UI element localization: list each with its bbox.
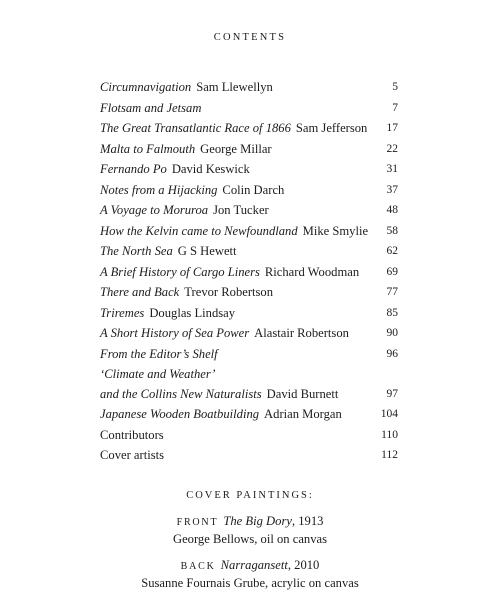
- entry-page: 7: [392, 101, 398, 114]
- toc-entry: [100, 118, 398, 139]
- entry-author: Richard Woodman: [264, 264, 360, 279]
- toc-entry: [100, 323, 398, 344]
- entry-author: Douglas Lindsay: [149, 305, 236, 320]
- entry-author: G S Hewett: [177, 244, 237, 258]
- entry-page: 85: [386, 306, 398, 319]
- entry-author: George Millar: [200, 141, 272, 156]
- front-label: FRONT: [176, 517, 219, 528]
- toc-entry: [100, 241, 398, 262]
- entry-title: Flotsam and Jetsam: [100, 100, 202, 115]
- entry-author: Trevor Robertson: [184, 285, 274, 299]
- entry-title: Japanese Wooden Boatbuilding: [100, 407, 260, 421]
- toc-entry: [100, 159, 398, 180]
- back-label: BACK: [180, 561, 216, 572]
- toc-entry: [100, 303, 398, 324]
- entry-title: The Great Transatlantic Race of 1866: [100, 121, 291, 135]
- entry-author: Colin Darch: [222, 182, 285, 197]
- entry-title-line2: and the Collins New Naturalists: [100, 386, 262, 401]
- entry-page: 62: [386, 245, 398, 257]
- entry-title: Malta to Falmouth: [100, 141, 196, 156]
- entry-title: Circumnavigation: [100, 80, 192, 94]
- entry-page: 96: [386, 347, 398, 360]
- toc-entry: [100, 77, 398, 98]
- entry-title: A Short History of Sea Power: [100, 326, 250, 340]
- entry-author: Adrian Morgan: [264, 407, 342, 421]
- back-year: , 2010: [287, 558, 320, 572]
- entry-page: 104: [380, 408, 398, 420]
- back-artist: Susanne Fournais Grube, acrylic on canvas: [141, 576, 359, 590]
- front-cover-line: [0, 513, 500, 531]
- toc-entry: [100, 98, 398, 119]
- toc-entry: [100, 344, 398, 365]
- cover-paintings-heading: COVER PAINTINGS:: [186, 490, 314, 501]
- entry-author: Jon Tucker: [213, 203, 269, 217]
- toc-entry: [100, 139, 398, 160]
- entry-author: Sam Llewellyn: [196, 80, 273, 94]
- toc-entry: [100, 425, 398, 446]
- entry-title: Notes from a Hijacking: [100, 182, 218, 197]
- entry-page: 48: [386, 204, 398, 216]
- entry-author: Mike Smylie: [302, 223, 369, 238]
- toc-entry: [100, 282, 398, 303]
- toc-entry: [100, 262, 398, 283]
- contents-heading: CONTENTS: [213, 32, 287, 43]
- back-cover-line: [0, 557, 500, 575]
- entry-page: 112: [381, 449, 398, 461]
- toc-entry-double: [100, 365, 398, 404]
- entry-author: David Keswick: [171, 162, 250, 176]
- entry-title: Fernando Po: [100, 162, 167, 176]
- toc-entry: [100, 404, 398, 425]
- entry-title: From the Editor’s Shelf: [100, 346, 218, 361]
- entry-page: 69: [386, 265, 398, 278]
- entry-page: 31: [386, 163, 398, 175]
- entry-page: 77: [386, 286, 398, 298]
- entry-title: There and Back: [100, 285, 180, 299]
- entry-page: 110: [381, 428, 398, 441]
- entry-title: Contributors: [100, 427, 164, 442]
- entry-page: 37: [386, 183, 398, 196]
- entry-page: 17: [386, 122, 398, 134]
- entry-page: 58: [386, 224, 398, 237]
- front-artist: George Bellows, oil on canvas: [172, 532, 327, 546]
- entry-title: Cover artists: [100, 448, 165, 462]
- entry-page: 22: [386, 142, 398, 155]
- entry-author: Sam Jefferson: [295, 121, 368, 135]
- entry-title: A Brief History of Cargo Liners: [100, 264, 260, 279]
- entry-page: 97: [386, 387, 398, 400]
- entry-author: Alastair Robertson: [254, 326, 349, 340]
- entry-title-line1: ‘Climate and Weather’: [100, 367, 216, 381]
- entry-author: David Burnett: [266, 386, 339, 401]
- cover-paintings: [0, 490, 500, 592]
- table-of-contents: [100, 77, 398, 466]
- entry-title: How the Kelvin came to Newfoundland: [100, 223, 298, 238]
- toc-entry: [100, 221, 398, 242]
- toc-entry: [100, 445, 398, 466]
- entry-title: The North Sea: [100, 244, 173, 258]
- back-title: Narragansett: [220, 558, 288, 572]
- entry-page: 5: [392, 81, 398, 93]
- entry-title: A Voyage to Moruroa: [100, 203, 209, 217]
- toc-entry: [100, 180, 398, 201]
- front-title: The Big Dory: [223, 514, 292, 528]
- toc-entry: [100, 200, 398, 221]
- entry-page: 90: [386, 327, 398, 339]
- front-year: , 1913: [291, 514, 324, 528]
- entry-title: Triremes: [100, 305, 145, 320]
